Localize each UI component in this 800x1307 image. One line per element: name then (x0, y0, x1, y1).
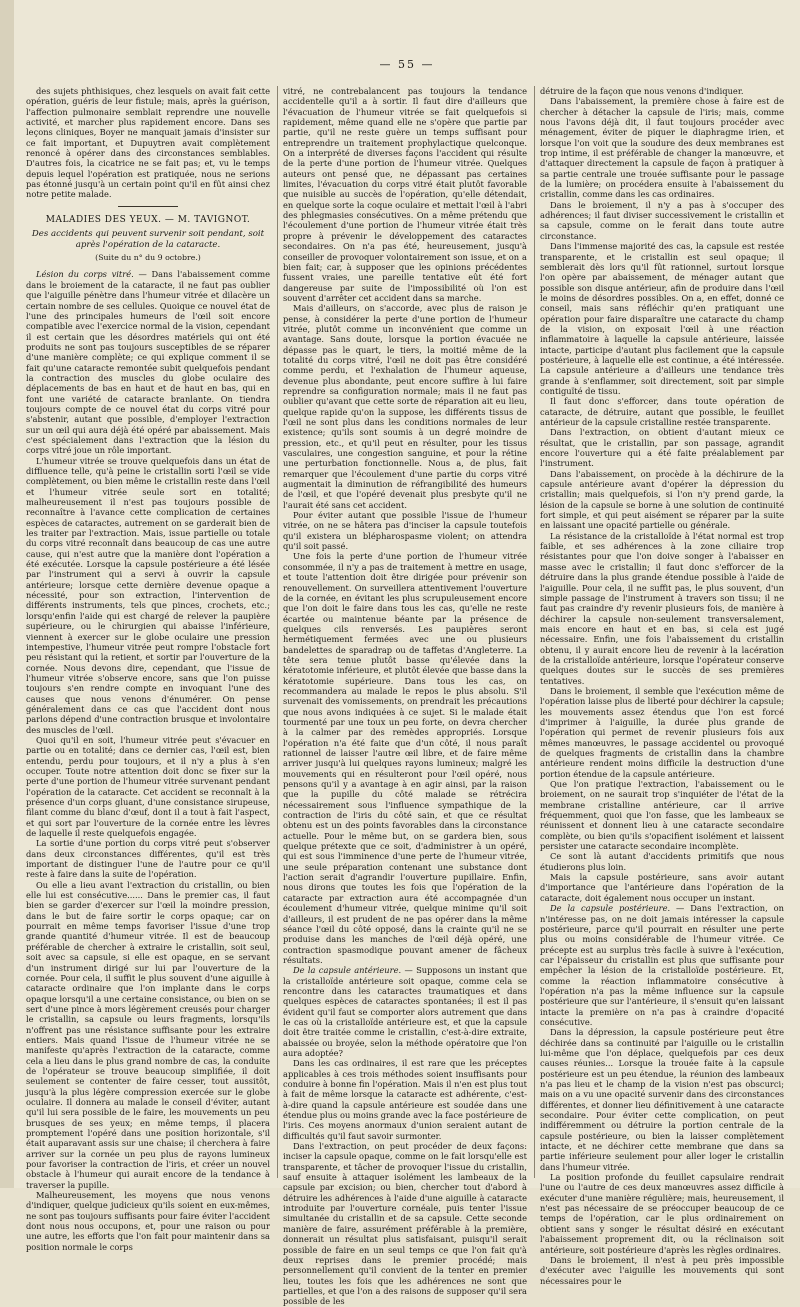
paragraph: L'humeur vitrée se trouve quelquefois dans un état de diffluence telle, qu'à peine le cristallin sorti l'œil se vide complètement, ou bien même le cristallin reste dans l'œil et l'humeur vitrée seule sort en totalité; malheureusement il n'est pas toujours possible de reconnaître à l'avance cette complication de certaines espèces de cataractes, autrement on se garderait bien de les traiter par l'extraction. Mais, issue partielle ou totale du corps vitré reconnaît dans beaucoup de cas une autre cause, qui n'est autre que la manière dont l'opération a été exécutée. Lorsque la capsule postérieure a été lésée par l'instrument qui a servi à ouvrir la capsule antérieure; lorsque cette dernière devenue opaque a nécessité, pour son extraction, l'intervention de différents instruments, tels que pinces, crochets, etc.; lorsqu'enfin l'aide qui est chargé de relever la paupière supérieure, ou le chirurgien qui abaisse l'inférieure, viennent à exercer sur le globe oculaire une pression intempestive, l'humeur vitrée peut rompre l'obstacle fort peu résistant qui la retient, et sortir par l'ouverture de la cornée. Nous devons dire, cependant, que l'issue de l'humeur vitrée s'observe encore, sans que l'on puisse toujours s'en rendre compte en invoquant l'une des causes que nous venons d'énumérer. On pense généralement dans ce cas que l'accident dont nous parlons dépend d'une contraction brusque et involontaire des muscles de l'œil. (26, 455, 270, 735)
scan-left-edge (0, 0, 15, 1188)
column-1 (26, 86, 270, 1252)
paragraph: Malheureusement, les moyens que nous venons d'indiquer, quelque judicieux qu'ils soient en eux-mêmes, ne sont pas toujours suffisants pour faire éviter l'accident dont nous nous occupons, et, pour une raison ou pour une autre, les efforts que l'on fait pour maintenir dans sa position normale le corps (26, 1190, 270, 1252)
column-1-intro-paragraph: des sujets phthisiques, chez lesquels on avait fait cette opération, guéris de leur fistule; mais, après la guérison, l'affection pulmonaire semblait reprendre une nouvelle activité, et marcher plus rapidement encore. Dans ses leçons cliniques, Boyer ne manquait jamais d'insister sur ce fait important, et Dupuytren avait complètement renoncé à opérer dans des circonstances semblables. D'autres fois, la cicatrice ne se fait pas; et, vu le temps depuis lequel l'opération est pratiquée, nous ne serions pas étonné jusqu'à un certain point qu'il en fût ainsi chez notre petite malade. (26, 86, 270, 200)
paragraph-capsule-anterieure (283, 965, 527, 1058)
paragraph-lead: De la capsule antérieure. (293, 965, 402, 976)
column-2 (283, 86, 527, 1307)
paragraph: Mais la capsule postérieure, sans avoir autant d'importance que l'antérieure dans l'opération de la cataracte, doit également nous occuper un instant. (540, 872, 784, 903)
column-rule (277, 86, 278, 1178)
paragraph: Dans le broiement, il n'est à peu près impossible d'exécuter avec l'aiguille les mouvements qui sont nécessaires pour le (540, 1254, 784, 1286)
paragraph: Pour éviter autant que possible l'issue de l'humeur vitrée, on ne se hâtera pas d'inciser la capsule toutefois qu'il existera un blépharospasme violent; on attendra qu'il soit passé. (283, 510, 527, 552)
text-columns (26, 86, 796, 1307)
paragraph-capsule-posterieure (540, 903, 784, 1027)
paragraph: Il faut donc s'efforcer, dans toute opération de cataracte, de détruire, autant que possible, le feuillet antérieur de la capsule cristalline restée transparente. (540, 396, 784, 427)
paragraph: La position profonde du feuillet capsulaire rendrait l'une ou l'autre de ces deux manœuvres assez difficile à exécuter d'une manière régulière; mais, heureusement, il n'est pas nécessaire de se préoccuper beaucoup de ce temps de l'opération, car le plus ordinairement on obtient sans y songer le résultat désiré en exécutant l'abaissement proprement dit, ou la réclinaison soit antérieure, soit postérieure d'après les règles ordinaires. (540, 1172, 784, 1255)
page-number: — 55 — (379, 58, 435, 71)
paragraph: Dans l'extraction, on obtient d'autant mieux ce résultat, que le cristallin, par son passage, agrandit encore l'ouverture qui a été faite préalablement par l'instrument. (540, 427, 784, 469)
paragraph-text: — Dans l'abaissement comme dans le broiement de la cataracte, il ne faut pas oublier que l'aiguille pénètre dans l'humeur vitrée et dilacère un certain nombre de ses cellules. Quoique ce nouvel état de l'une des principales humeurs de l'œil soit encore compatible avec l'exercice normal de la vision, cependant il est certain que les désordres matériels qui ont été produits ne sont pas toujours susceptibles de se réparer d'une manière complète; ce qui explique comment il se fait qu'une cataracte remontée subit quelquefois pendant la contraction des muscles du globe oculaire des déplacements de bas en haut et de haut en bas, qui en font une variété de cataracte branlante. On tiendra toujours compte de ce nouvel état du corps vitré pour s'abstenir, autant que possible, d'employer l'extraction sur un œil qui aura déjà été opéré par abaissement. Mais c'est spécialement dans l'extraction que la lésion du corps vitré joue un rôle important. (26, 269, 270, 456)
paragraph-lead: De la capsule postérieure. (550, 903, 671, 914)
paragraph-corps-vitre (26, 269, 270, 455)
continuation-note: (Suite du n° du 9 octobre.) (95, 253, 201, 263)
paragraph-text: — Dans l'extraction, on n'intéresse pas, on ne doit jamais intéresser la capsule postérieure, parce qu'il pourrait en résulter une perte plus ou moins considérable de l'humeur vitrée. Ce précepte est au surplus très facile à suivre à l'exécution, car l'épaisseur du cristallin est plus que suffisante pour empêcher la lésion de la cristalloïde postérieure. Et, comme la réaction inflammatoire consécutive à l'opération n'a pas la même influence sur la capsule postérieure que sur l'antérieure, il s'ensuit qu'en laissant intacte la première on n'a pas à craindre d'opacité consécutive. (540, 903, 784, 1027)
section-separator (118, 206, 178, 207)
paragraph: vitré, ne contrebalancent pas toujours la tendance accidentelle qu'il a à sortir. Il faut dire d'ailleurs que l'évacuation de l'humeur vitrée se fait quelquefois si rapidement, même quand elle ne s'opère que partie par partie, qu'il ne reste guère un temps suffisant pour entreprendre un traitement prophylactique quelconque. On a interprété de diverses façons l'accident qui résulte de la perte d'une portion de l'humeur vitrée. Quelques auteurs ont pensé que, ne dépassant pas certaines limites, l'évacuation du corps vitré était plutôt favorable que nuisible au succès de l'opération, qu'elle détendait, en quelque sorte la coque oculaire et mettait l'œil à l'abri des phlegmasies consécutives. On a même prétendu que l'écoulement d'une portion de l'humeur vitrée était très propre à prévenir le développement des cataractes secondaires. On n'a pas été, heureusement, jusqu'à conseiller de provoquer volontairement son issue, et on a bien fait; car, à supposer que les opinions précédentes fussent vraies, une pareille tentative eût été fort dangereuse par suite de l'impossibilité où l'on est souvent d'arrêter cet accident dans sa marche. (283, 86, 527, 303)
paragraph: Dans les cas ordinaires, il est rare que les préceptes applicables à ces trois méthodes soient insuffisants pour conduire à bonne fin l'opération. Mais il n'en est plus tout à fait de même lorsque la cataracte est adhérente, c'est-à-dire quand la capsule antérieure est soudée dans une étendue plus ou moins grande avec la face postérieure de l'iris. Ces moyens anormaux d'union seraient autant de difficultés qu'il faut savoir surmonter. (283, 1058, 527, 1141)
paragraph: Dans la dépression, la capsule postérieure peut être déchirée dans sa continuité par l'aiguille ou le cristallin lui-même que l'on déplace, quelquefois par ces deux causes réunies... Lorsque la trouée faite à la capsule postérieure est un peu étendue, la réunion des lambeaux n'a pas lieu et le champ de la vision n'est pas obscurci; mais on a vu une opacité survenir dans des circonstances différentes, et donner lieu définitivement à une cataracte secondaire. Pour éviter cette complication, on peut indifféremment ou détruire la portion centrale de la capsule postérieure, ou bien la laisser complètement intacte, et ne déchirer cette membrane que dans sa partie inférieure seulement pour aller loger le cristallin dans l'humeur vitrée. (540, 1027, 784, 1172)
paragraph: Ce sont là autant d'accidents primitifs que nous étudierons plus loin. (540, 851, 784, 872)
paragraph: Dans le broiement, il semble que l'exécution même de l'opération laisse plus de liberté pour déchirer la capsule; les mouvements assez étendus que l'on est forcé d'imprimer à l'aiguille, la durée plus grande de l'opération qui permet de revenir plusieurs fois aux mêmes manœuvres, le passage accidentel ou provoqué de quelques fragments de cristallin dans la chambre antérieure rendent moins difficile la destruction d'une portion étendue de la capsule antérieure. (540, 685, 784, 779)
paragraph: détruire de la façon que nous venons d'indiquer. (540, 86, 744, 96)
column-3 (540, 86, 784, 1286)
paragraph: Dans l'abaissement, on procède à la déchirure de la capsule antérieure avant d'opérer la dépression du cristallin; mais quelquefois, si l'on n'y prend garde, la lésion de la capsule se borne à une solution de continuité fort simple, et qui peut aisément se réparer par la suite en laissant une opacité partielle ou générale. (540, 468, 784, 531)
paragraph: Ou elle a lieu avant l'extraction du cristallin, ou bien elle lui est consécutive...... Dans le premier cas, il faut bien se garder d'exercer sur l'œil la moindre pression, dans le but de faire sortir le corps opaque; car on pourrait en même temps favoriser l'issue d'une trop grande quantité d'humeur vitrée. Il est de beaucoup préférable de chercher à extraire le cristallin, soit seul, soit avec sa capsule, si elle est opaque, en se servant d'un instrument dirigé sur lui par l'ouverture de la cornée. Pour cela, il suffit le plus souvent d'une aiguille à cataracte ordinaire que l'on implante dans le corps opaque lorsqu'il a une certaine consistance, ou bien on se sert d'une pince à mors légèrement creusés pour charger le cristallin, sa capsule ou leurs fragments, lorsqu'ils n'offrent pas une résistance suffisante pour les extraire entiers. Mais quand l'issue de l'humeur vitrée ne se manifeste qu'après l'extraction de la cataracte, comme cela a lieu dans le plus grand nombre de cas, la conduite de l'opérateur se trouve beaucoup simplifiée, il doit seulement se contenter de faire cesser, tout aussitôt, jusqu'à la plus légère compression exercée sur le globe oculaire. Il donnera au malade le conseil d'éviter, autant qu'il lui sera possible de le faire, les mouvements un peu brusques de ses yeux; en même temps, il placera promptement l'opéré dans une position horizontale, s'il était auparavant assis sur une chaise; il cherchera à faire arriver sur la cornée un peu plus de rayons lumineux pour favoriser la contraction de l'iris, et créer un nouvel obstacle à l'humeur qui aurait encore de la tendance à traverser la pupille. (26, 879, 270, 1190)
paragraph-text: — Supposons un instant que la cristalloïde antérieure soit opaque, comme cela se rencontre dans les cataractes traumatiques et dans quelques espèces de cataractes spontanées; il est il pas évident qu'il faut se comporter alors autrement que dans le cas où la cristalloïde antérieure est, et que la capsule doit être traitée comme le cristallin, c'est-à-dire extraite, abaissée ou broyée, selon la méthode opératoire que l'on aura adoptée? (283, 965, 527, 1058)
paragraph: Une fois la perte d'une portion de l'humeur vitrée consommée, il n'y a pas de traitement à mettre en usage, et toute l'attention doit être dirigée pour prévenir son renouvellement. On surveillera attentivement l'ouverture de la cornée, en évitant les plus scrupuleusement encore que l'on doit le faire dans tous les cas, qu'elle ne reste écartée ou maintenue béante par la présence de quelques cils renversés. Les paupières seront hermétiquement fermées avec une ou plusieurs bandelettes de sparadrap ou de taffetas d'Angleterre. La tête sera tenue plutôt basse qu'élevée dans la kératotomie inférieure, et plutôt élevée que basse dans la kératotomie supérieure. Dans tous les cas, on recommandera au malade le repos le plus absolu. S'il survenait des vomissements, on prendrait les précautions que nous avons indiquées à ce sujet. Si le malade était tourmenté par une toux un peu forte, on devra chercher à la calmer par des remèdes appropriés. Lorsque l'opération n'a été faite que d'un côté, il nous paraît rationnel de laisser l'autre œil libre, et de faire même arriver jusqu'à lui quelques rayons lumineux; malgré les mouvements qui en résulteront pour l'œil opéré, nous pensons qu'il y a avantage à en agir ainsi, par la raison que la pupille du côté malade se rétrécira nécessairement sous l'influence sympathique de la contraction de l'iris du côté sain, et que ce résultat obtenu est un des points favorables dans la circonstance actuelle. Pour le même but, on se gardera bien, sous quelque prétexte que ce soit, d'administrer à un opéré, qui est sous l'imminence d'une perte de l'humeur vitrée, une seule préparation contenant une substance dont l'action serait d'agrandir l'ouverture pupillaire. Enfin, nous dirons que toutes les fois que l'opération de la cataracte par extraction aura été accompagnée d'un écoulement d'humeur vitrée, quelque minime qu'il soit d'ailleurs, il est prudent de ne pas opérer dans la même séance l'œil du côté opposé, dans la crainte qu'il ne se produise dans les manches de l'œil déjà opéré, une contraction spasmodique pouvant amener de fâcheux résultats. (283, 551, 527, 965)
paragraph: Quoi qu'il en soit, l'humeur vitrée peut s'évacuer en partie ou en totalité; dans ce dernier cas, l'œil est, bien entendu, perdu pour toujours, et il n'y a plus à s'en occuper. Toute notre attention doit donc se fixer sur la perte d'une portion de l'humeur vitrée survenant pendant l'opération de la cataracte. Cet accident se reconnaît à la présence d'un corps gluant, d'une consistance sirupeuse, filant comme du blanc d'œuf, dont il a tout à fait l'aspect, et qui sort par l'ouverture de la cornée entre les lèvres de laquelle il reste quelquefois engagée. (26, 734, 270, 839)
column-rule (534, 86, 535, 1178)
paragraph: Que l'on pratique l'extraction, l'abaissement ou le broiement, on ne saurait trop s'inquiéter de l'état de la membrane cristalline antérieure, car il arrive fréquemment, quoi que l'on fasse, que les lambeaux se réunissent et donnent lieu à une cataracte secondaire complète, ou bien qu'ils s'opacifient isolément et laissent persister une cataracte secondaire incomplète. (540, 779, 784, 852)
paragraph: La résistance de la cristalloïde à l'état normal est trop faible, et ses adhérences à la zone ciliaire trop résistantes pour que l'on doive songer à l'abaisser en masse avec le cristallin; il faut donc s'efforcer de la détruire dans la plus grande étendue possible à l'aide de l'aiguille. Pour cela, il ne suffit pas, le plus souvent, d'un simple passage de l'instrument à travers son tissu; il ne faut pas craindre d'y revenir plusieurs fois, de manière à déchirer la capsule non-seulement transversalement, mais encore en haut et en bas, si cela est jugé nécessaire. Enfin, une fois l'abaissement du cristallin obtenu, il y aurait encore lieu de revenir à la lacération de la cristalloïde antérieure, lorsque l'opérateur conserve quelques doutes sur le succès de ses premières tentatives. (540, 530, 784, 686)
paragraph: Mais d'ailleurs, on s'accorde, avec plus de raison je pense, à considérer la perte d'une portion de l'humeur vitrée, plutôt comme un inconvénient que comme un avantage. Sans doute, lorsque la portion évacuée ne dépasse pas le quart, le tiers, la moitié même de la totalité du corps vitré, l'œil ne doit pas être considéré comme perdu, et l'exhalation de l'humeur aqueuse, devenue plus abondante, peut encore suffire à lui faire reprendre sa configuration normale; mais il ne faut pas oublier qu'avant que cette sorte de réparation ait eu lieu, quelque rapide qu'on la suppose, les différents tissus de l'œil ne sont plus dans les conditions normales de leur existence; qu'ils sont soumis à un degré moindre de pression, etc., et qu'il peut en résulter, pour les tissus vasculaires, une congestion sanguine, et pour la rétine une perturbation fonctionnelle. Nous a, de plus, fait remarquer que l'écoulement d'une partie du corps vitré augmentait la diminution de réfrangibilité des humeurs de l'œil, et que l'opéré devenait plus presbyte qu'il ne l'aurait été sans cet accident. (283, 303, 527, 510)
newspaper-page (14, 0, 800, 1307)
paragraph: Dans l'abaissement, la première chose à faire est de chercher à détacher la capsule de l'iris; mais, comme nous l'avons déjà dit, il faut toujours procéder avec ménagement, éviter de piquer le diaphragme irien, et lorsque l'on voit que la soudure des deux membranes est trop intime, il est préférable de changer la manœuvre, et d'attaquer directement la capsule de façon à pratiquer à sa partie centrale une trouée suffisante pour le passage de la lumière; on procédera ensuite à l'abaissement du cristallin, comme dans les cas ordinaires. (540, 96, 784, 200)
paragraph: La sortie d'une portion du corps vitré peut s'observer dans deux circonstances différentes, qu'il est très important de distinguer l'une de l'autre pour ce qu'il reste à faire dans la suite de l'opération. (26, 838, 270, 880)
paragraph-lead: Lésion du corps vitré. (36, 269, 134, 280)
paragraph: Dans le broiement, il n'y a pas à s'occuper des adhérences; il faut diviser successivement le cristallin et sa capsule, comme on le ferait dans toute autre circonstance. (540, 199, 784, 241)
article-subheading: Des accidents qui peuvent survenir soit pendant, soit après l'opération de la cataracte. (31, 229, 265, 250)
paragraph: Dans l'immense majorité des cas, la capsule est restée transparente, et le cristallin est seul opaque; il semblerait dès lors qu'il fût rationnel, surtout lorsque l'on opère par abaissement, de ménager autant que possible son disque antérieur, afin de produire dans l'œil le moins de désordres possibles. On a, en effet, donné ce conseil, mais sans réfléchir qu'en pratiquant une opération pour faire disparaître une cataracte du champ de la vision, on exposait l'œil à une réaction inflammatoire à laquelle la capsule antérieure, laissée intacte, participe d'autant plus facilement que la capsule postérieure, à laquelle elle est continue, a été intéressée. La capsule antérieure a d'ailleurs une tendance très grande à s'enflammer, soit directement, soit par simple contiguïté de tissu. (540, 241, 784, 396)
article-heading: MALADIES DES YEUX. — M. TAVIGNOT. (45, 214, 251, 225)
paragraph: Dans l'extraction, on peut procéder de deux façons: inciser la capsule opaque, comme on le fait lorsqu'elle est transparente, et tâcher de provoquer l'issue du cristallin, sauf ensuite à attaquer isolément les lambeaux de la capsule par excision; ou bien, chercher tout d'abord à détruire les adhérences à l'aide d'une aiguille à cataracte introduite par l'ouverture cornéale, puis tenter l'issue simultanée du cristallin et de sa capsule. Cette seconde manière de faire, assurément préférable à la première, donnerait un résultat plus satisfaisant, puisqu'il serait possible de faire en un seul temps ce que l'on fait qu'à deux reprises dans le premier procédé; mais personnellement qu'il convient de la tenter en premier lieu, toutes les fois que les adhérences ne sont que partielles, et que l'on a des raisons de supposer qu'il sera possible de les (283, 1141, 527, 1307)
